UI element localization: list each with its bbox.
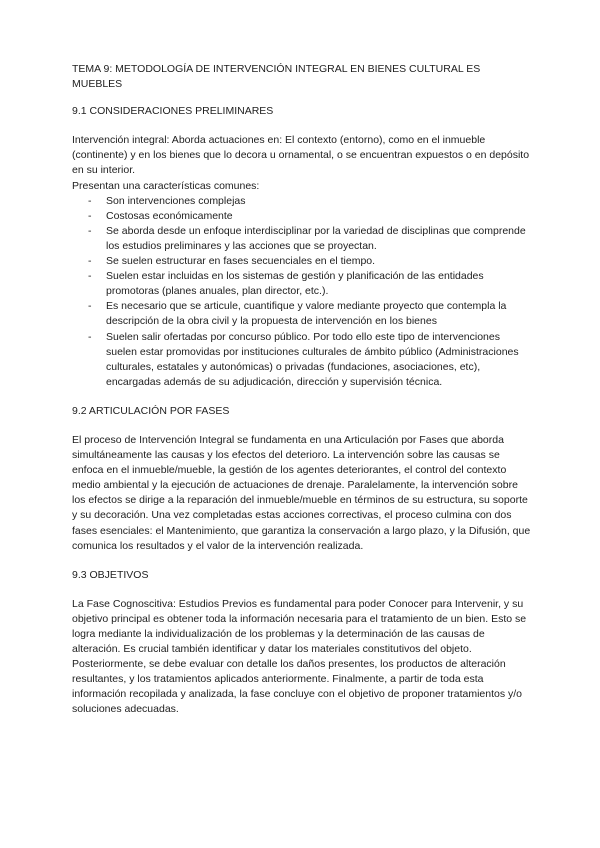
characteristics-list xyxy=(72,194,532,390)
dash-bullet-icon: - xyxy=(88,224,92,237)
list-item-text: Se aborda desde un enfoque interdisciplinar por la variedad de disciplinas que comprende los estudios preliminares y las acciones que se proyectan. xyxy=(106,224,526,252)
section-objetivos xyxy=(72,568,532,718)
list-item-text: Costosas económicamente xyxy=(106,209,233,222)
list-item-text: Es necesario que se articule, cuantifique y valore mediante proyecto que contempla la descripción de la obra civil y la propuesta de intervención en los bienes xyxy=(106,300,507,328)
section-consideraciones-preliminares xyxy=(72,104,532,390)
dash-bullet-icon: - xyxy=(88,330,92,343)
list-item xyxy=(72,269,532,299)
section-heading: 9.2 ARTICULACIÓN POR FASES xyxy=(72,404,230,417)
list-item xyxy=(72,194,532,209)
section-intro: Intervención integral: Aborda actuaciones en: El contexto (entorno), como en el inmueble (continente) y en los bienes que lo decora u ornamental, o se encuentran expuestos o en depósito en su interior. xyxy=(72,134,530,177)
dash-bullet-icon: - xyxy=(88,270,92,283)
list-lead-text: Presentan una características comunes: xyxy=(72,179,260,192)
section-heading: 9.3 OBJETIVOS xyxy=(72,568,149,581)
list-item-text: Se suelen estructurar en fases secuenciales en el tiempo. xyxy=(106,255,376,268)
document-title: TEMA 9: METODOLOGÍA DE INTERVENCIÓN INTEGRAL EN BIENES CULTURAL ES MUEBLES xyxy=(72,63,481,91)
list-item xyxy=(72,224,532,254)
section-body: La Fase Cognoscitiva: Estudios Previos es fundamental para poder Conocer para Intervenir, y su objetivo principal es obtener toda la información necesaria para el tratamiento de un bien. Esto se logra mediante la individualización de los problemas y la determinación de las causas de alteración. Es crucial también identificar y datar los materiales constitutivos del objeto. Posteriormente, se debe evaluar con detalle los daños presentes, los productos de alteración resultantes, y los tratamientos aplicados anteriormente. Finalmente, a partir de toda esta información recopilada y analizada, la fase concluye con el objetivo de proponer tratamientos y/o soluciones adecuadas. xyxy=(72,597,527,716)
dash-bullet-icon: - xyxy=(88,255,92,268)
section-body: El proceso de Intervención Integral se fundamenta en una Articulación por Fases que aborda simultáneamente las causas y los efectos del deterioro. La intervención sobre las causas se enfoca en el inmueble/mueble, la gestión de los agentes deteriorantes, el control del contexto medio ambiental y la ejecución de actuaciones de drenaje. Paralelamente, la intervención sobre los efectos se dirige a la reparación del inmueble/mueble en términos de su estructura, su soporte y su decoración. Una vez completadas estas acciones correctivas, el proceso culmina con dos fases esenciales: el Mantenimiento, que garantiza la conservación a largo plazo, y la Difusión, que comunica los resultados y el valor de la intervención realizada. xyxy=(72,433,531,552)
section-articulacion-por-fases xyxy=(72,404,532,554)
list-item-text: Suelen estar incluidas en los sistemas de gestión y planificación de las entidades promotoras (planes anuales, plan director, etc.). xyxy=(106,270,484,298)
list-item xyxy=(72,209,532,224)
list-item-text: Son intervenciones complejas xyxy=(106,194,246,207)
dash-bullet-icon: - xyxy=(88,300,92,313)
dash-bullet-icon: - xyxy=(88,209,92,222)
dash-bullet-icon: - xyxy=(88,194,92,207)
section-heading: 9.1 CONSIDERACIONES PRELIMINARES xyxy=(72,105,274,118)
document-page xyxy=(72,62,532,732)
list-item xyxy=(72,254,532,269)
list-item xyxy=(72,330,532,390)
list-item-text: Suelen salir ofertadas por concurso público. Por todo ello este tipo de intervenciones suelen estar promovidas por instituciones culturales de ámbito público (Administraciones culturales, estatales y autonómicas) o privadas (fundaciones, asociaciones, etc), encargadas además de su adjudicación, dirección y supervisión técnica. xyxy=(106,330,519,388)
list-item xyxy=(72,299,532,329)
